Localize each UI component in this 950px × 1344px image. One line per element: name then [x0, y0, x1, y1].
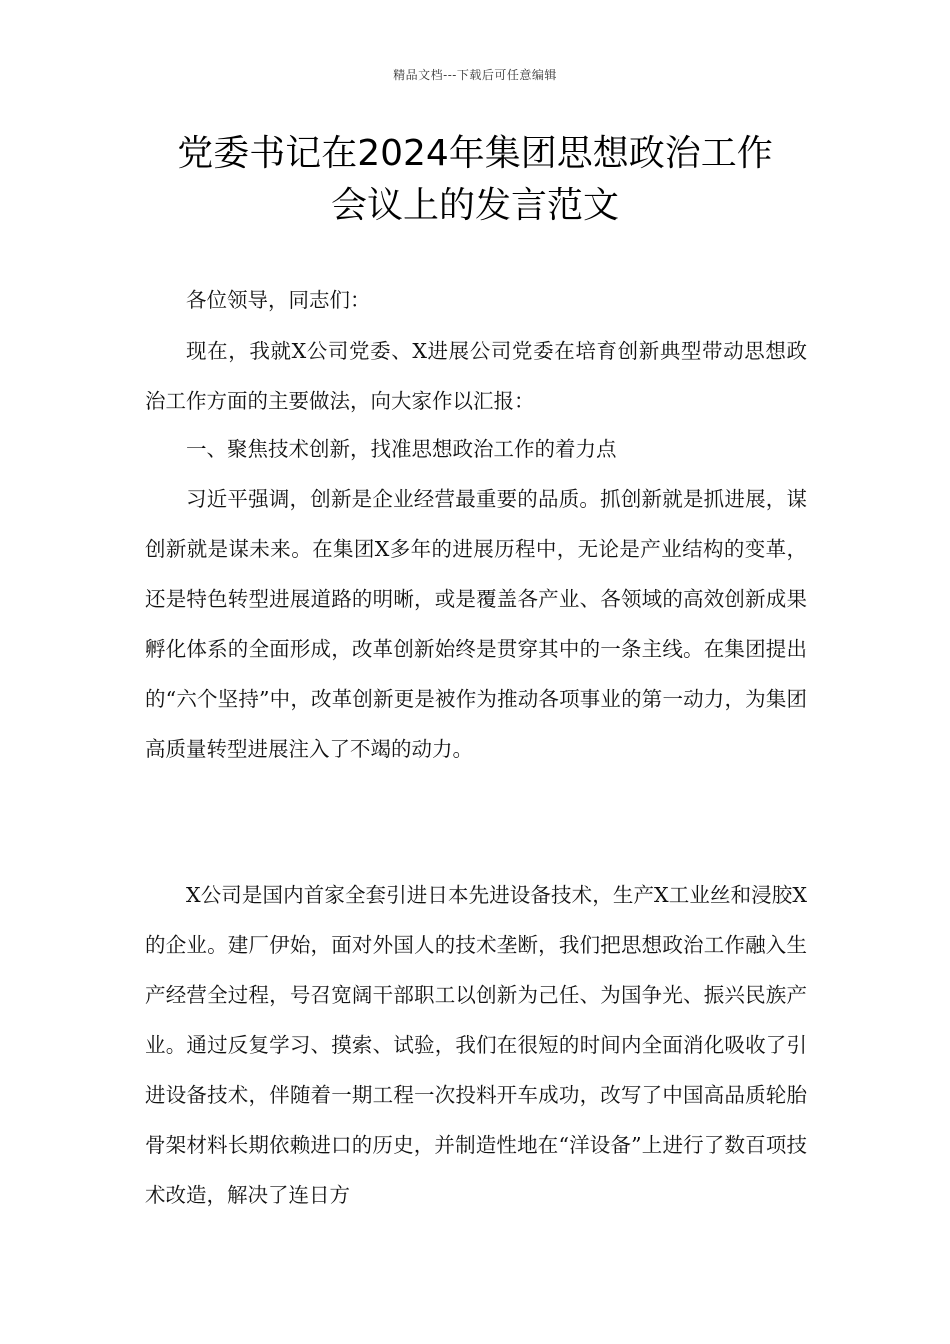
header-note: 精品文档---下载后可任意编辑 — [393, 68, 557, 82]
body-paragraph: X公司是国内首家全套引进日本先进设备技术，生产X工业丝和浸胶X的企业。建厂伊始，面对外国人的技术垄断，我们把思想政治工作融入生产经营全过程，号召宽阔干部职工以创新为己任、为国争光、振兴民族产业。通过反复学习、摸索、试验，我们在很短的时间内全面消化吸收了引进设备技术，伴随着一期工程一次投料开车成功，改写了中国高品质轮胎骨架材料长期依赖进口的历史，并制造性地在“洋设备”上进行了数百项技术改造，解决了连日方 — [145, 883, 807, 1207]
section-heading: 一、聚焦技术创新，找准思想政治工作的着力点 — [186, 437, 617, 461]
body-paragraph: 习近平强调，创新是企业经营最重要的品质。抓创新就是抓进展，谋创新就是谋未来。在集团X多年的进展历程中，无论是产业结构的变革，还是特色转型进展道路的明晰，或是覆盖各产业、各领域的高效创新成果孵化体系的全面形成，改革创新始终是贯穿其中的一条主线。在集团提出的“六个坚持”中，改革创新更是被作为推动各项事业的第一动力，为集团高质量转型进展注入了不竭的动力。 — [145, 487, 807, 761]
title-line-2: 会议上的发言范文 — [330, 185, 619, 226]
document-title — [100, 128, 850, 232]
salutation: 各位领导，同志们： — [186, 288, 371, 312]
intro-paragraph: 现在，我就X公司党委、X进展公司党委在培育创新典型带动思想政治工作方面的主要做法，向大家作以汇报： — [145, 339, 807, 413]
title-line-1: 党委书记在2024年集团思想政治工作 — [177, 133, 773, 174]
